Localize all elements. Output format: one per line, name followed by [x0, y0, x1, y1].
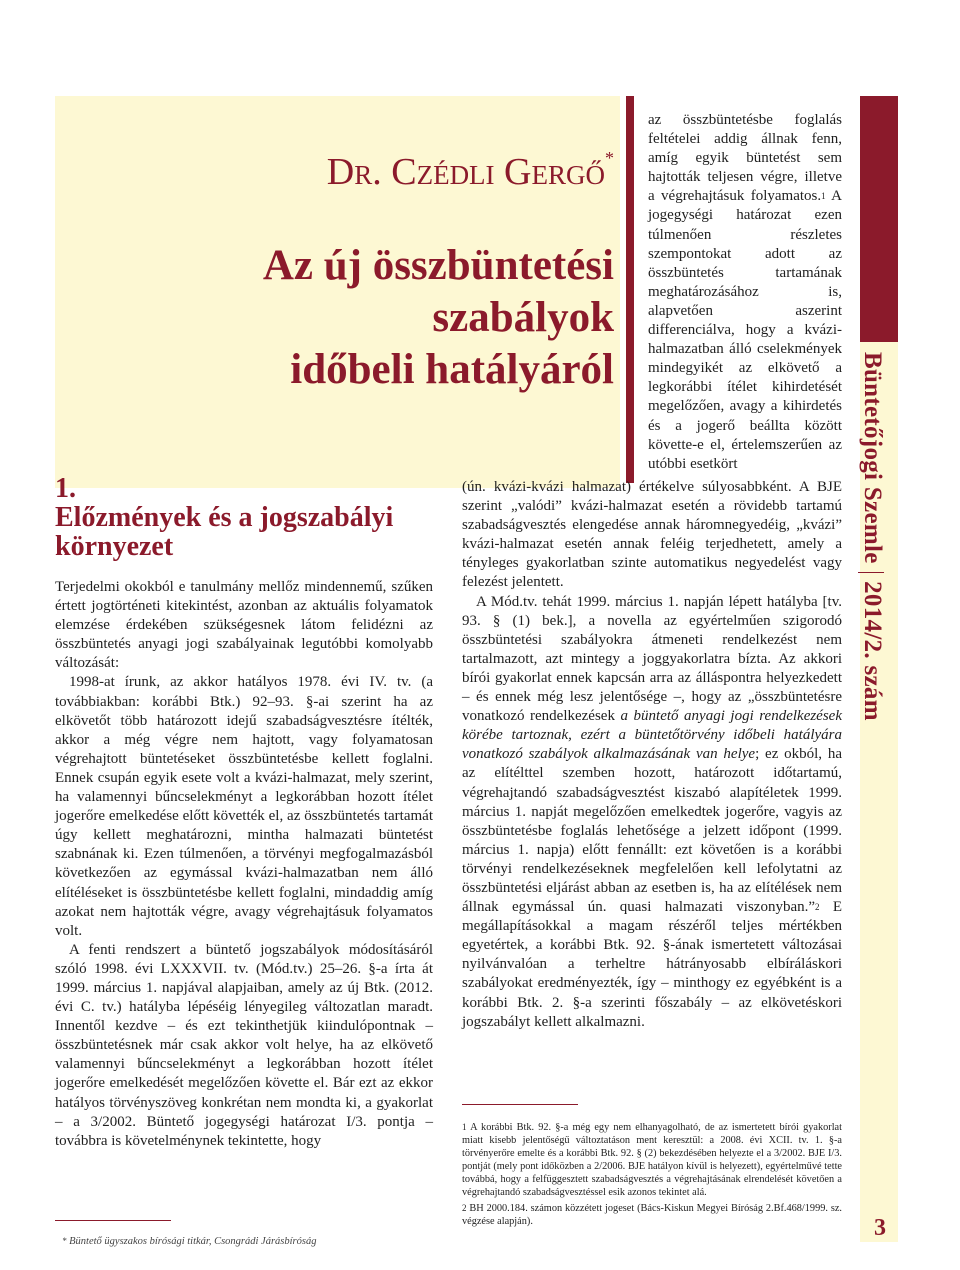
paragraph: A Mód.tv. tehát 1999. március 1. napján lépett hatályba [tv. 93. § (1) bek.], a novella az egyértelműen szigorodó összbüntetési szabályokra átmeneti rendelkezést nem tartalmazott, azt mintegy a joggyakorlatra bízta. Az akkori bírói gyakorlat ennek kapcsán arra az álláspontra helyezkedett – és ennek még lesz jelentősége –, hogy az „összbüntetésre vonatkozó rendelkezések a büntető anyagi jogi rendelkezések körébe tartoznak, ezért a büntetőtörvény időbeli hatályára vonatkozó szabályok alkalmazásának van helye; ez okból, ha az elítélttel szemben hozott, határozott időtartamú, végrehajtandó szabadságvesztést kiszabó alapítéletek 1999. március 1. napját megelőzően emelkedtek jogerőre, vagyis az összbüntetésbe foglalás lehetősége a jelzett időpont (1999. március 1. napja) előtt fennállt: ezt követően is a korábbi törvényi rendelkezéseknek megfelelően kell lefolytatni az összbüntetési eljárást abban az esetben is, ha az elítélések nem állnak egymással ún. quasi halmazati viszonyban.”$^2$ E megállapításokkal a magam részéről teljes mértékben egyetértek, a korábbi Btk. 92. §-ának ismertetett változásai nyilvánvalóan a terheltre hátrányosabb elbíráláskori szabályokat eredményezték, így – minthogy ez egyébként is a korábbi Btk. 2. §-a szerinti főszabály – az elkövetéskori jogszabályt kellett alkalmazni.: [462, 593, 843, 1030]
paragraph: (ún. kvázi-kvázi halmazat) értékelve súlyosabbként. A BJE szerint „valódi” kvázi-halmazat esetén a rövidebb tartamú szabadságvesztés elengedése annak háromnegyedéig, „kvázi” kvázi-halmazat esetén annak feléig terjedhetett, amely a tényleges gyakorlatban szinte automatikus negyedelést vagy felezést jelentett.: [462, 479, 842, 591]
article-title: [194, 240, 614, 396]
title-divider: [626, 96, 634, 483]
section-number: 1.: [55, 473, 76, 504]
section-heading: [55, 474, 420, 561]
footnote-rule: [462, 1104, 578, 1105]
paragraph: A fenti rendszert a büntető jogszabályok módosításáról szóló 1998. évi LXXXVII. tv. (Mód.tv.) 25–26. §-a írta át 1999. március 1. napjával alapjaiban, amely az új Btk. (2012. évi C. tv.) hatályba lépéséig lényegileg változatlan maradt. Innentől kezdve – és ezt tekinthetjük kiindulópontnak – összbüntetésnek már csak akkor volt helye, ha az elkövető valamennyi bűncselekményt a legkorábban hozott ítélet jogerőre emelkedését megelőzően követte el. Bár ezt az ekkor hatályos törvényszöveg konkrétan nem mondta ki, a gyakorlat – a 3/2002. Büntető jogegységi határozat I/3. pontja – továbbra is követelménynek tekintette, hogy: [55, 941, 433, 1149]
journal-name: Büntetőjogi Szemle: [859, 352, 886, 564]
section-title-line-1: Előzmények és a jogszabályi: [55, 502, 394, 533]
journal-issue: 2014/2. szám: [859, 581, 886, 721]
title-line-3: időbeli hatályáról: [290, 346, 614, 393]
journal-label: [858, 352, 886, 721]
title-line-1: Az új összbüntetési: [262, 242, 614, 289]
author-footnote: * Büntető ügyszakos bírósági titkár, Csongrádi Járásbíróság: [62, 1236, 317, 1247]
paragraph: az összbüntetésbe foglalás feltételei addig állnak fenn, amíg egyik büntetést sem hajtották teljesen végre, illetve a végrehajtásuk folyamatos.$^1$ A jogegységi határozat ezen túlmenően részletes szempontokat adott az összbüntetés tartamának meghatározásához is, alapvetően aszerint differenciálva, hogy a kvázi-halmazatban álló cselekmények mindegyikét az elkövető a legkorábbi ítélet kihirdetését megelőzően, avagy a kihirdetés és a jogerő beállta között követte-e el, értelemszerűen az utóbbi esetkört: [648, 112, 842, 472]
footnote: 1 A korábbi Btk. 92. §-a még egy nem elhanyagolható, de az ismertetett bírói gyakorlat miatt kisebb jelentőségű változtatáson ment keresztül: a 2008. évi XCII. tv. 1. §-a törvényerőre emelte és a korábbi Btk. 92. § (2) bekezdésében helyezte el a 3/2002. BJE I/3. pontját (mely pont időközben a 2/2006. BJE hatályon kívül is helyezett), egyértelművé tette továbbá, hogy a felfüggesztett szabadságvesztés a végrehajtásának elrendelését követően a végrehajtandó szabadságvesztéssel esik azonos tekintet alá.: [462, 1122, 842, 1198]
footnote-ref[interactable]: 1: [821, 191, 826, 202]
footnote-ref[interactable]: 2: [815, 902, 820, 913]
footnote: 2 BH 2000.184. számon közzétett jogeset (Bács-Kiskun Megyei Bíróság 2.Bf.468/1999. sz. végzése alapján).: [462, 1203, 842, 1227]
left-column: [55, 578, 433, 1151]
paragraph: 1998-at írunk, az akkor hatályos 1978. évi IV. tv. (a továbbiakban: korábbi Btk.) 92–93. §-ai szerint ha az elkövetőt több határozott idejű szabadságvesztésre ítélték, akkor a még végre nem hajtott, vagy folyamatosan végrehajtott büntetéseket összbüntetésbe kellett foglalni. Ennek csupán egyik esete volt a kvázi-halmazat, mely szerint, ha valamennyi bűncselekményt a legkorábban hozott ítélet jogerőre emelkedése előtt követték el, az összbüntetés tartamát úgy kellett meghatározni, mintha halmazati büntetést szabnának ki. Ezen túlmenően, a törvényi megfogalmazásból következően az egymással kvázi-halmazatban nem álló elítéléseket is összbüntetésbe kellett foglalni, mindaddig amíg azokat nem hajtották végre, avagy végrehajtásuk folyamatos volt.: [55, 674, 433, 939]
journal-separator: [858, 572, 884, 574]
paragraph: Terjedelmi okokból e tanulmány mellőz mindennemű, szűken értett jogtörténeti kitekintést, azonban az aktuális folyamatok elemzése érdekében szükségesnek látom felidézni az összbüntetés anyagi jogi szabályainak legutóbbi komolyabb változását:: [55, 579, 433, 672]
right-column: [462, 478, 842, 1032]
section-title-line-2: környezet: [55, 531, 174, 562]
right-top-column: [648, 111, 842, 474]
title-line-2: szabályok: [432, 294, 614, 341]
page-number: 3: [874, 1215, 886, 1241]
author-footnote-rule: [55, 1220, 171, 1221]
sidebar-accent: [860, 96, 898, 342]
author-name: Dr. Czédli Gergő*: [326, 148, 614, 193]
footnotes: [462, 1121, 842, 1231]
